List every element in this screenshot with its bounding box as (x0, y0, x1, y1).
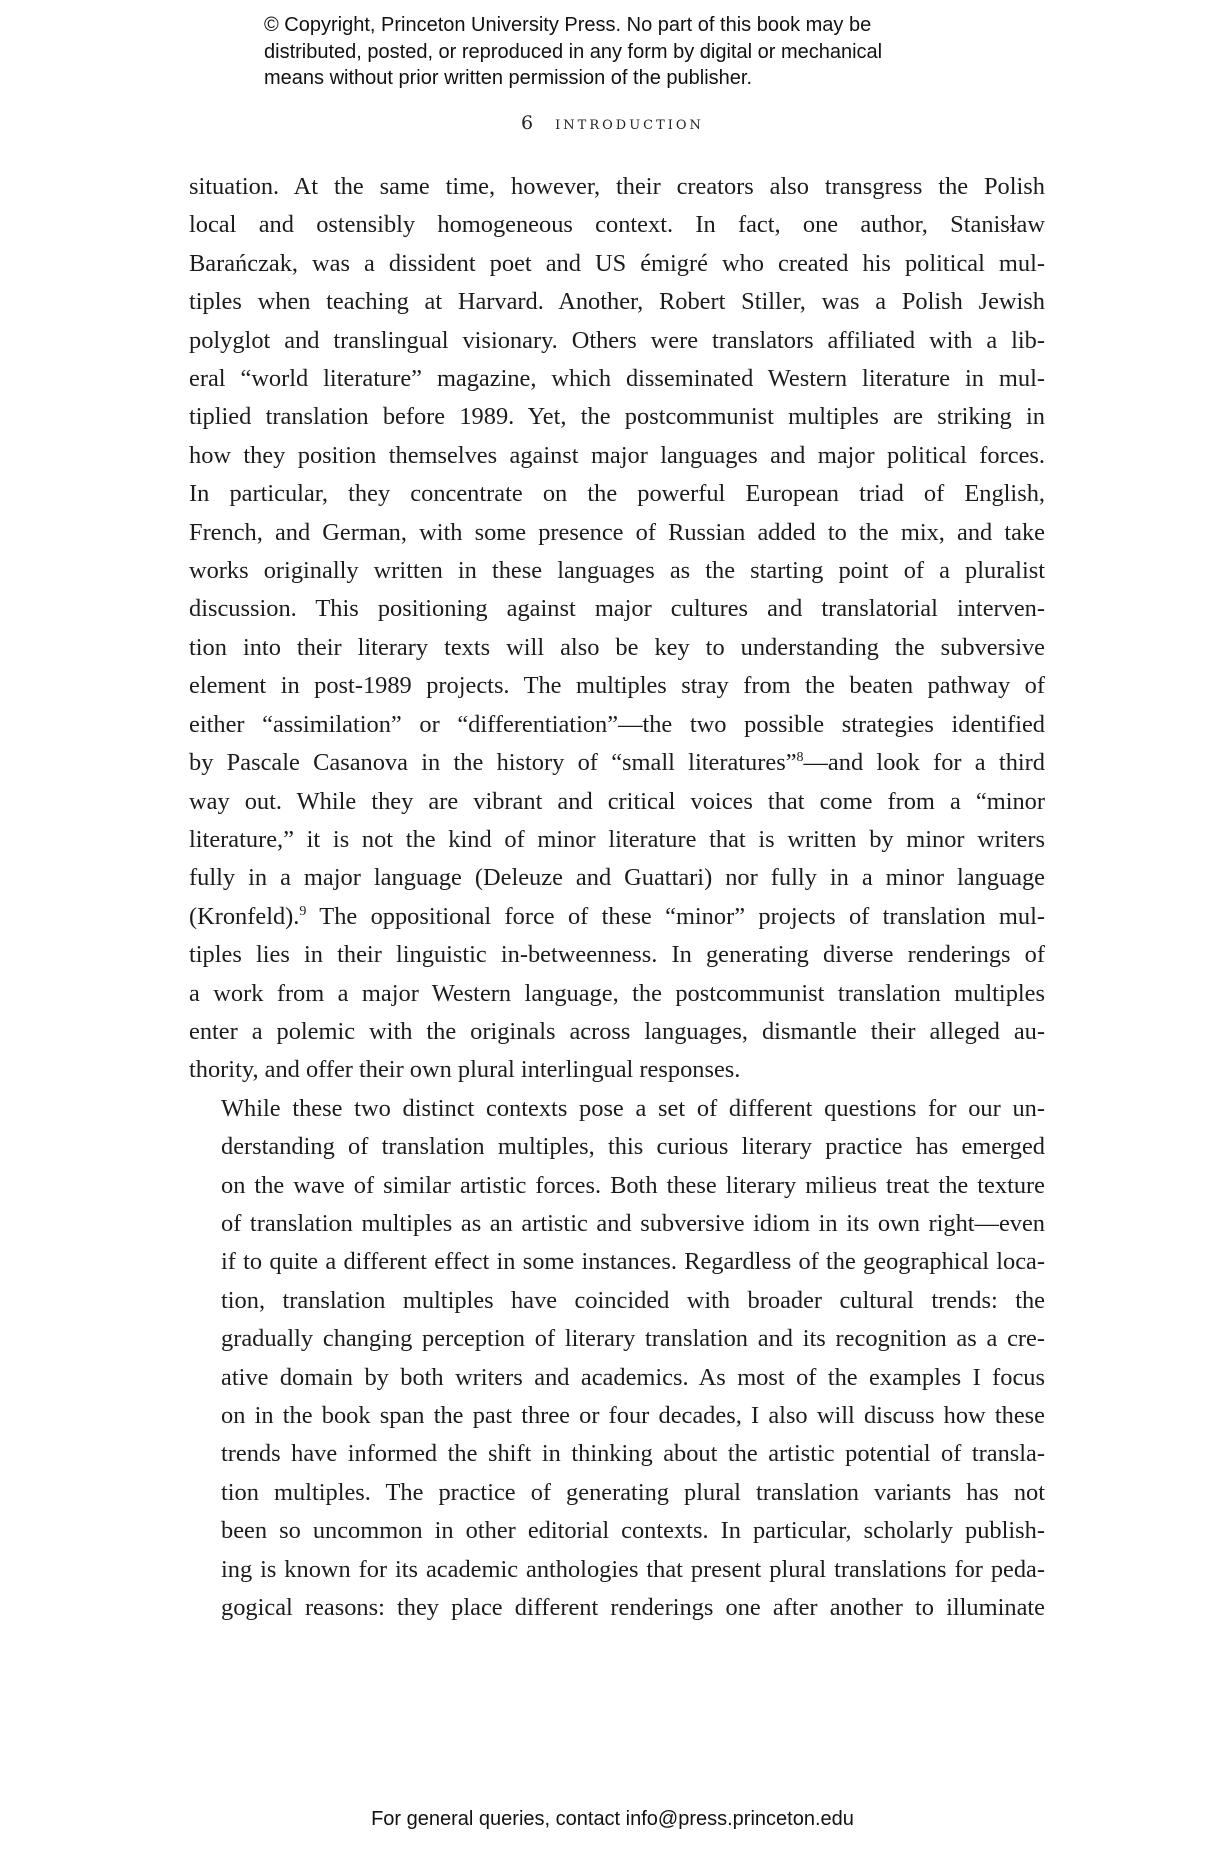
text-line: tion multiples. The practice of generating plural translation variants has not (221, 1478, 1045, 1506)
text-line: derstanding of translation multiples, this curious literary practice has emerged (221, 1133, 1045, 1161)
text-line: In particular, they concentrate on the powerful European triad of English, (189, 480, 1045, 508)
copyright-line: © Copyright, Princeton University Press. No part of this book may be (264, 14, 872, 36)
paragraph-2 (189, 1090, 1045, 1628)
text-line: fully in a major language (Deleuze and Guattari) nor fully in a minor language (189, 864, 1045, 892)
body-text (189, 168, 1045, 1627)
text-line: literature,” it is not the kind of minor literature that is written by minor writers (189, 825, 1045, 853)
text-line: how they position themselves against major languages and major political forces. (189, 441, 1045, 469)
text-fragment: The oppositional force of these “minor” projects of translation mul- (306, 902, 1045, 930)
text-line: ative domain by both writers and academics. As most of the examples I focus (221, 1363, 1045, 1391)
text-line (189, 898, 1045, 936)
text-line: tion into their literary texts will also be key to understanding the subversive (189, 633, 1045, 661)
text-fragment: —and look for a third (803, 749, 1045, 777)
text-line: Barańczak, was a dissident poet and US émigré who created his political mul- (189, 249, 1045, 277)
text-line: works originally written in these languages as the starting point of a pluralist (189, 557, 1045, 585)
footnote-ref-8: 8 (796, 750, 804, 766)
text-line: tiples when teaching at Harvard. Another, Robert Stiller, was a Polish Jewish (189, 288, 1045, 316)
text-fragment: (Kronfeld). (189, 902, 300, 930)
text-line: of translation multiples as an artistic and subversive idiom in its own right—even (221, 1209, 1045, 1237)
text-line: gogical reasons: they place different renderings one after another to illuminate (221, 1594, 1045, 1622)
text-fragment: by Pascale Casanova in the history of “small literatures” (189, 749, 797, 777)
text-line: eral “world literature” magazine, which disseminated Western literature in mul- (189, 365, 1045, 393)
text-line: thority, and offer their own plural interlingual responses. (189, 1056, 741, 1084)
text-line: tiplied translation before 1989. Yet, the postcommunist multiples are striking in (189, 403, 1045, 431)
text-line: on the wave of similar artistic forces. Both these literary milieus treat the texture (221, 1171, 1045, 1199)
text-line: been so uncommon in other editorial contexts. In particular, scholarly publish- (221, 1517, 1045, 1545)
text-line: tion, translation multiples have coincided with broader cultural trends: the (221, 1286, 1045, 1314)
copyright-notice (264, 12, 1004, 92)
text-line: tiples lies in their linguistic in-betweenness. In generating diverse renderings of (189, 941, 1045, 969)
section-title: introduction (555, 112, 704, 134)
text-line: French, and German, with some presence of Russian added to the mix, and take (189, 518, 1045, 546)
text-line: situation. At the same time, however, their creators also transgress the Polish (189, 173, 1045, 200)
text-line: on in the book span the past three or four decades, I also will discuss how these (221, 1402, 1045, 1429)
text-line: way out. While they are vibrant and critical voices that come from a “minor (189, 787, 1045, 815)
text-line: a work from a major Western language, the postcommunist translation multiples (189, 979, 1045, 1007)
text-line: While these two distinct contexts pose a set of different questions for our un- (221, 1094, 1045, 1122)
running-head (0, 112, 1225, 134)
page-number: 6 (521, 112, 534, 134)
text-line: local and ostensibly homogeneous context. In fact, one author, Stanisław (189, 211, 1045, 239)
text-line: discussion. This positioning against major cultures and translatorial interven- (189, 595, 1045, 623)
text-line: if to quite a different effect in some instances. Regardless of the geographical loca- (221, 1248, 1045, 1276)
text-line: gradually changing perception of literary translation and its recognition as a cre- (221, 1325, 1045, 1353)
footer-contact: For general queries, contact info@press.princeton.edu (371, 1808, 854, 1830)
text-line: either “assimilation” or “differentiation”—the two possible strategies identified (189, 710, 1045, 738)
text-line: element in post-1989 projects. The multiples stray from the beaten pathway of (189, 672, 1045, 700)
text-line: polyglot and translingual visionary. Others were translators affiliated with a lib- (189, 326, 1045, 354)
footnote-ref-9: 9 (299, 903, 307, 919)
text-line: trends have informed the shift in thinking about the artistic potential of transla- (221, 1440, 1045, 1468)
text-line: ing is known for its academic anthologies that present plural translations for peda- (221, 1555, 1045, 1583)
text-line: enter a polemic with the originals across languages, dismantle their alleged au- (189, 1017, 1045, 1045)
paragraph-1 (189, 168, 1045, 1090)
copyright-line: distributed, posted, or reproduced in any form by digital or mechanical (264, 40, 883, 63)
copyright-line: means without prior written permission of the publisher. (264, 67, 753, 89)
text-line (189, 744, 1045, 782)
